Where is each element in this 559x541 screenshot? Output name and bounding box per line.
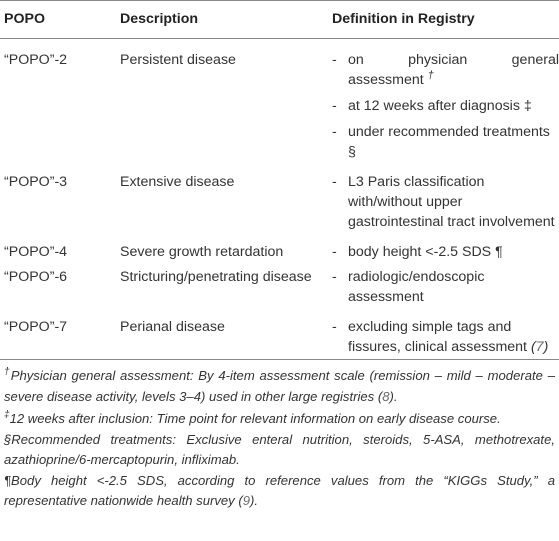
cell-definition: [332, 162, 559, 232]
citation-ref[interactable]: 7: [535, 339, 544, 355]
cell-definition: [332, 38, 559, 162]
definition-item: - body height <-2.5 SDS ¶: [332, 242, 559, 262]
cell-description: Extensive disease: [120, 174, 235, 190]
cell-popo: “POPO”-2: [4, 52, 68, 68]
definition-item: [332, 50, 559, 90]
cell-description: Perianal disease: [120, 319, 225, 335]
cell-description: Stricturing/penetrating disease: [120, 269, 312, 285]
table-row: [0, 162, 559, 232]
definition-text: excluding simple tags and fissures, clinical assessment: [348, 319, 527, 355]
footnote-symbol: †: [4, 366, 11, 378]
cell-popo: “POPO”-7: [4, 319, 68, 335]
footnote: [4, 471, 555, 512]
citation-ref[interactable]: 8: [382, 388, 390, 404]
footnote-text: ¶Body height <-2.5 SDS, according to reference values from the “KIGGs Study,” a representative nationwide health survey (: [4, 472, 555, 508]
citation-close: ): [543, 339, 549, 355]
footnote-text: Physician general assessment: By 4-item assessment scale (remission – mild – moderate – severe disease activity, levels 3–4) used in other large registries (: [4, 368, 556, 404]
citation-open: (: [530, 339, 536, 355]
footnote: [4, 366, 555, 407]
cell-popo: “POPO”-3: [4, 174, 68, 190]
definition-item: - radiologic/endoscopic assessment: [332, 267, 559, 307]
table-row: [0, 307, 559, 357]
cell-definition: [332, 262, 559, 307]
footnote-tail: ).: [250, 493, 259, 508]
table-bottom-rule: [0, 359, 559, 360]
definition-item: [332, 317, 559, 357]
definition-line: - on physician general: [348, 52, 559, 68]
citation: [531, 339, 548, 355]
definition-line: assessment: [348, 72, 424, 88]
cell-popo: “POPO”-4: [4, 244, 68, 260]
footnote: §Recommended treatments: Exclusive enteral nutrition, steroids, 5-ASA, methotrexate, azathioprine/6-mercaptopurin, infliximab.: [4, 431, 555, 467]
table-row: [0, 262, 559, 307]
header-definition: Definition in Registry: [332, 11, 475, 27]
table-footnotes: [4, 366, 555, 512]
footnote-symbol: ‡: [4, 409, 10, 421]
footnote-tail: ).: [389, 388, 398, 404]
dagger-mark: †: [427, 69, 434, 82]
definition-item: - at 12 weeks after diagnosis ‡: [332, 96, 559, 116]
citation-ref[interactable]: 9: [242, 493, 251, 508]
definition-item: - L3 Paris classification with/without upper gastrointestinal tract involvement: [332, 172, 559, 232]
definition-item: - under recommended treatments §: [332, 122, 559, 162]
header-description: Description: [120, 11, 199, 27]
header-popo: POPO: [4, 11, 45, 27]
footnote-text: 12 weeks after inclusion: Time point for relevant information on early disease course.: [9, 411, 501, 426]
cell-definition: [332, 307, 559, 357]
footnote: [4, 409, 555, 430]
cell-description: Persistent disease: [120, 52, 236, 68]
table-row: [0, 38, 559, 162]
table-header-row: [0, 0, 559, 38]
table-row: [0, 232, 559, 262]
cell-definition: [332, 232, 559, 262]
cell-description: Severe growth retardation: [120, 244, 284, 260]
cell-popo: “POPO”-6: [4, 269, 68, 285]
